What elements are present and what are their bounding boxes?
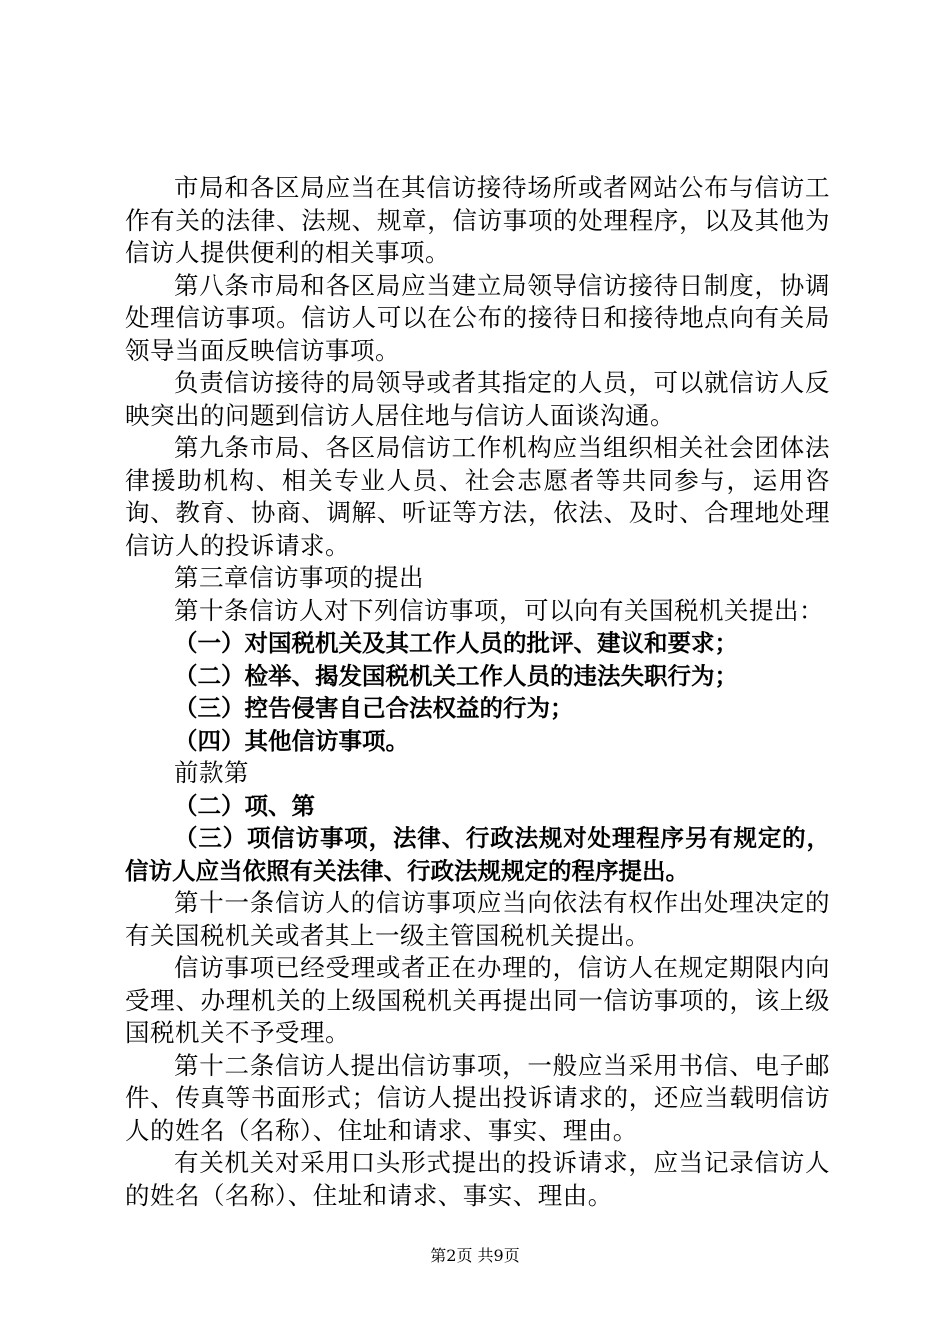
paragraph-article-12-oral: 有关机关对采用口头形式提出的投诉请求，应当记录信访人的姓名（名称）、住址和请求、事实、理由。 xyxy=(125,1148,830,1210)
paragraph-article-10: 第十条信访人对下列信访事项，可以向有关国税机关提出： xyxy=(174,595,824,625)
paragraph-fragment-1: 前款第 xyxy=(174,758,249,787)
paragraph-article-8: 第八条市局和各区局应当建立局领导信访接待日制度，协调处理信访事项。信访人可以在公布的接待日和接待地点向有关局领导当面反映信访事项。 xyxy=(125,270,830,365)
paragraph-article-11-duplicate: 信访事项已经受理或者正在办理的，信访人在规定期限内向受理、办理机关的上级国税机关再提出同一信访事项的，该上级国税机关不予受理。 xyxy=(125,953,830,1047)
paragraph-article-11: 第十一条信访人的信访事项应当向依法有权作出处理决定的有关国税机关或者其上一级主管国税机关提出。 xyxy=(125,888,830,950)
chapter-heading: 第三章信访事项的提出 xyxy=(174,563,424,592)
paragraph-article-8-reception: 负责信访接待的局领导或者其指定的人员，可以就信访人反映突出的问题到信访人居住地与信访人面谈沟通。 xyxy=(125,368,830,430)
list-item-4: （四）其他信访事项。 xyxy=(174,726,409,755)
paragraph-notice-publication: 市局和各区局应当在其信访接待场所或者网站公布与信访工作有关的法律、法规、规章，信访事项的处理程序，以及其他为信访人提供便利的相关事项。 xyxy=(125,173,830,267)
page-number-footer: 第2页 共9页 xyxy=(430,1246,520,1265)
list-item-2: （二）检举、揭发国税机关工作人员的违法失职行为； xyxy=(174,661,738,690)
paragraph-fragment-3: （三）项信访事项，法律、行政法规对处理程序另有规定的，信访人应当依照有关法律、行政法规规定的程序提出。 xyxy=(125,824,830,885)
paragraph-article-12: 第十二条信访人提出信访事项，一般应当采用书信、电子邮件、传真等书面形式；信访人提出投诉请求的，还应当载明信访人的姓名（名称）、住址和请求、事实、理由。 xyxy=(125,1050,830,1145)
paragraph-fragment-2: （二）项、第 xyxy=(174,791,315,820)
list-item-1: （一）对国税机关及其工作人员的批评、建议和要求； xyxy=(174,629,738,657)
document-body xyxy=(125,172,830,1212)
paragraph-article-9: 第九条市局、各区局信访工作机构应当组织相关社会团体法律援助机构、相关专业人员、社会志愿者等共同参与，运用咨询、教育、协商、调解、听证等方法，依法、及时、合理地处理信访人的投诉请求。 xyxy=(125,433,830,560)
list-item-3: （三）控告侵害自己合法权益的行为； xyxy=(174,694,574,722)
